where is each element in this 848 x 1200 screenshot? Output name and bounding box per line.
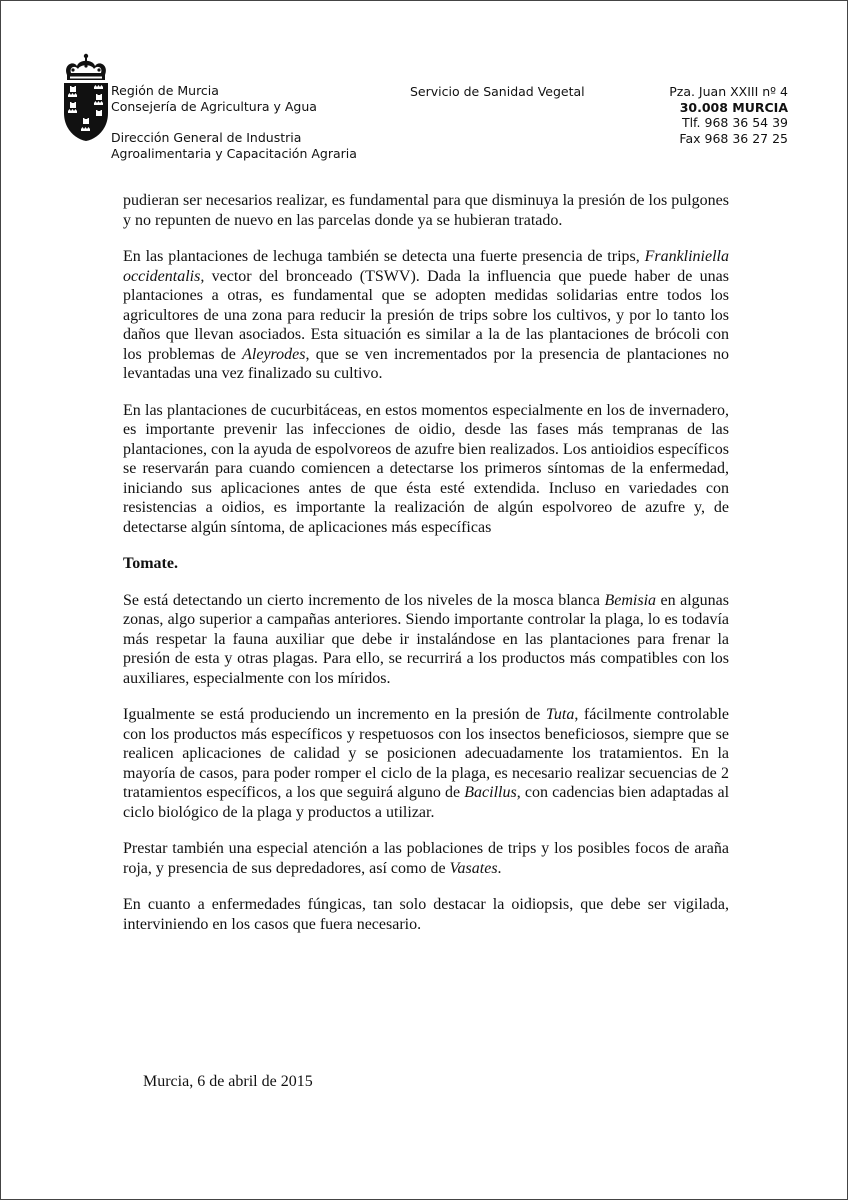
header-address: Pza. Juan XXIII nº 4 [669,84,788,99]
signoff-date: Murcia, 6 de abril de 2015 [143,1073,313,1090]
text: Prestar también una especial atención a las poblaciones de trips y los posibles focos de araña roja, y presencia de sus depredadores, así como de [123,840,729,877]
header-line-region: Región de Murcia [111,83,219,98]
text: . [497,859,502,877]
document-body [123,191,729,951]
text: , que se ven incrementados por la presencia de plantaciones no levantadas una vez finalizado su cultivo. [123,345,730,382]
paragraph-cucurbitaceas: En las plantaciones de cucurbitáceas, en estos momentos especialmente en los de invernadero, es importante prevenir las infecciones de oidio, desde las fases más tempranas de las plantaciones, con la ayuda de espolvoreos de azufre bien realizados. Los antioidios específicos se reservarán para cuando comiencen a detectarse los primeros síntomas de la enfermedad, iniciando sus aplicaciones antes de que ésta esté extendida. Incluso en variedades con resistencias a oidios, es importante la realización de algún espolvoreo de azufre y, de detectarse algún síntoma, de aplicaciones más específicas [123,401,729,536]
paragraph-tuta [123,705,729,822]
region-de-murcia-crest-icon [61,53,111,143]
species-name: Frankliniella occidentalis, [123,248,729,285]
header-institution [111,83,357,161]
paragraph-trips [123,839,729,878]
text: En las plantaciones de lechuga también se detecta una fuerte presencia de trips, [123,248,645,265]
text: Se está detectando un cierto incremento de los niveles de la mosca blanca [123,591,605,609]
header-contact [631,84,788,146]
paragraph-mosca-blanca [123,591,729,689]
header-line-consejeria: Consejería de Agricultura y Agua [111,98,317,114]
paragraph-fungicas: En cuanto a enfermedades fúngicas, tan solo destacar la oidiopsis, que debe ser vigilada, interviniendo en los casos que fuera necesario. [123,896,729,933]
text: , con cadencias bien adaptadas al ciclo biológico de la plaga y productos a utilizar. [123,784,730,821]
header-fax: Fax 968 36 27 25 [679,130,788,146]
header-line-direccion: Dirección General de Industria [111,130,302,145]
paragraph-pulgones: pudieran ser necesarios realizar, es fundamental para que disminuya la presión de los pulgones y no repunten de nuevo en las parcelas donde ya se hubieran tratado. [123,192,729,229]
species-name: Tuta [545,706,575,723]
header-city: 30.008 MURCIA [679,99,788,115]
header-service: Servicio de Sanidad Vegetal [410,84,585,99]
species-name: Aleyrodes [242,345,306,363]
paragraph-lechuga [123,247,729,384]
species-name: Bacillus [464,784,517,801]
text: Igualmente se está produciendo un incremento en la presión de [123,706,546,723]
text: , fácilmente controlable con los productos más específicos y respetuosos con los insectos beneficiosos, siempre que se realicen aplicaciones de calidad y se posicionen adecuadamente los tratamientos. En la mayoría de casos, para poder romper el ciclo de la plaga, es necesario realizar secuencias de 2 tratamientos específicos, a los que seguirá alguno de [123,706,730,801]
section-heading-tomate: Tomate. [123,555,178,572]
text: vector del bronceado (TSWV). Dada la influencia que puede haber de unas plantaciones a otras, es fundamental que se adopten medidas solidarias entre todos los agricultores de una zona para reducir la presión de trips sobre los cultivos, y por lo tanto los daños que llevan asociados. Esta situación es similar a la de las plantaciones de brócoli con los problemas de [123,267,729,363]
header-line-capacitacion: Agroalimentaria y Capacitación Agraria [111,145,357,161]
species-name: Bemisia [604,591,657,609]
header-phone: Tlf. 968 36 54 39 [681,115,788,130]
species-name: Vasates [449,859,498,877]
text: en algunas zonas, algo superior a campañas anteriores. Siendo importante controlar la plaga, lo es todavía más respetar la fauna auxiliar que debe ir instalándose en las plantaciones para frenar la presión de esta y otras plagas. Para ello, se recurrirá a los productos más compatibles con los auxiliares, especialmente con los míridos. [123,591,729,687]
